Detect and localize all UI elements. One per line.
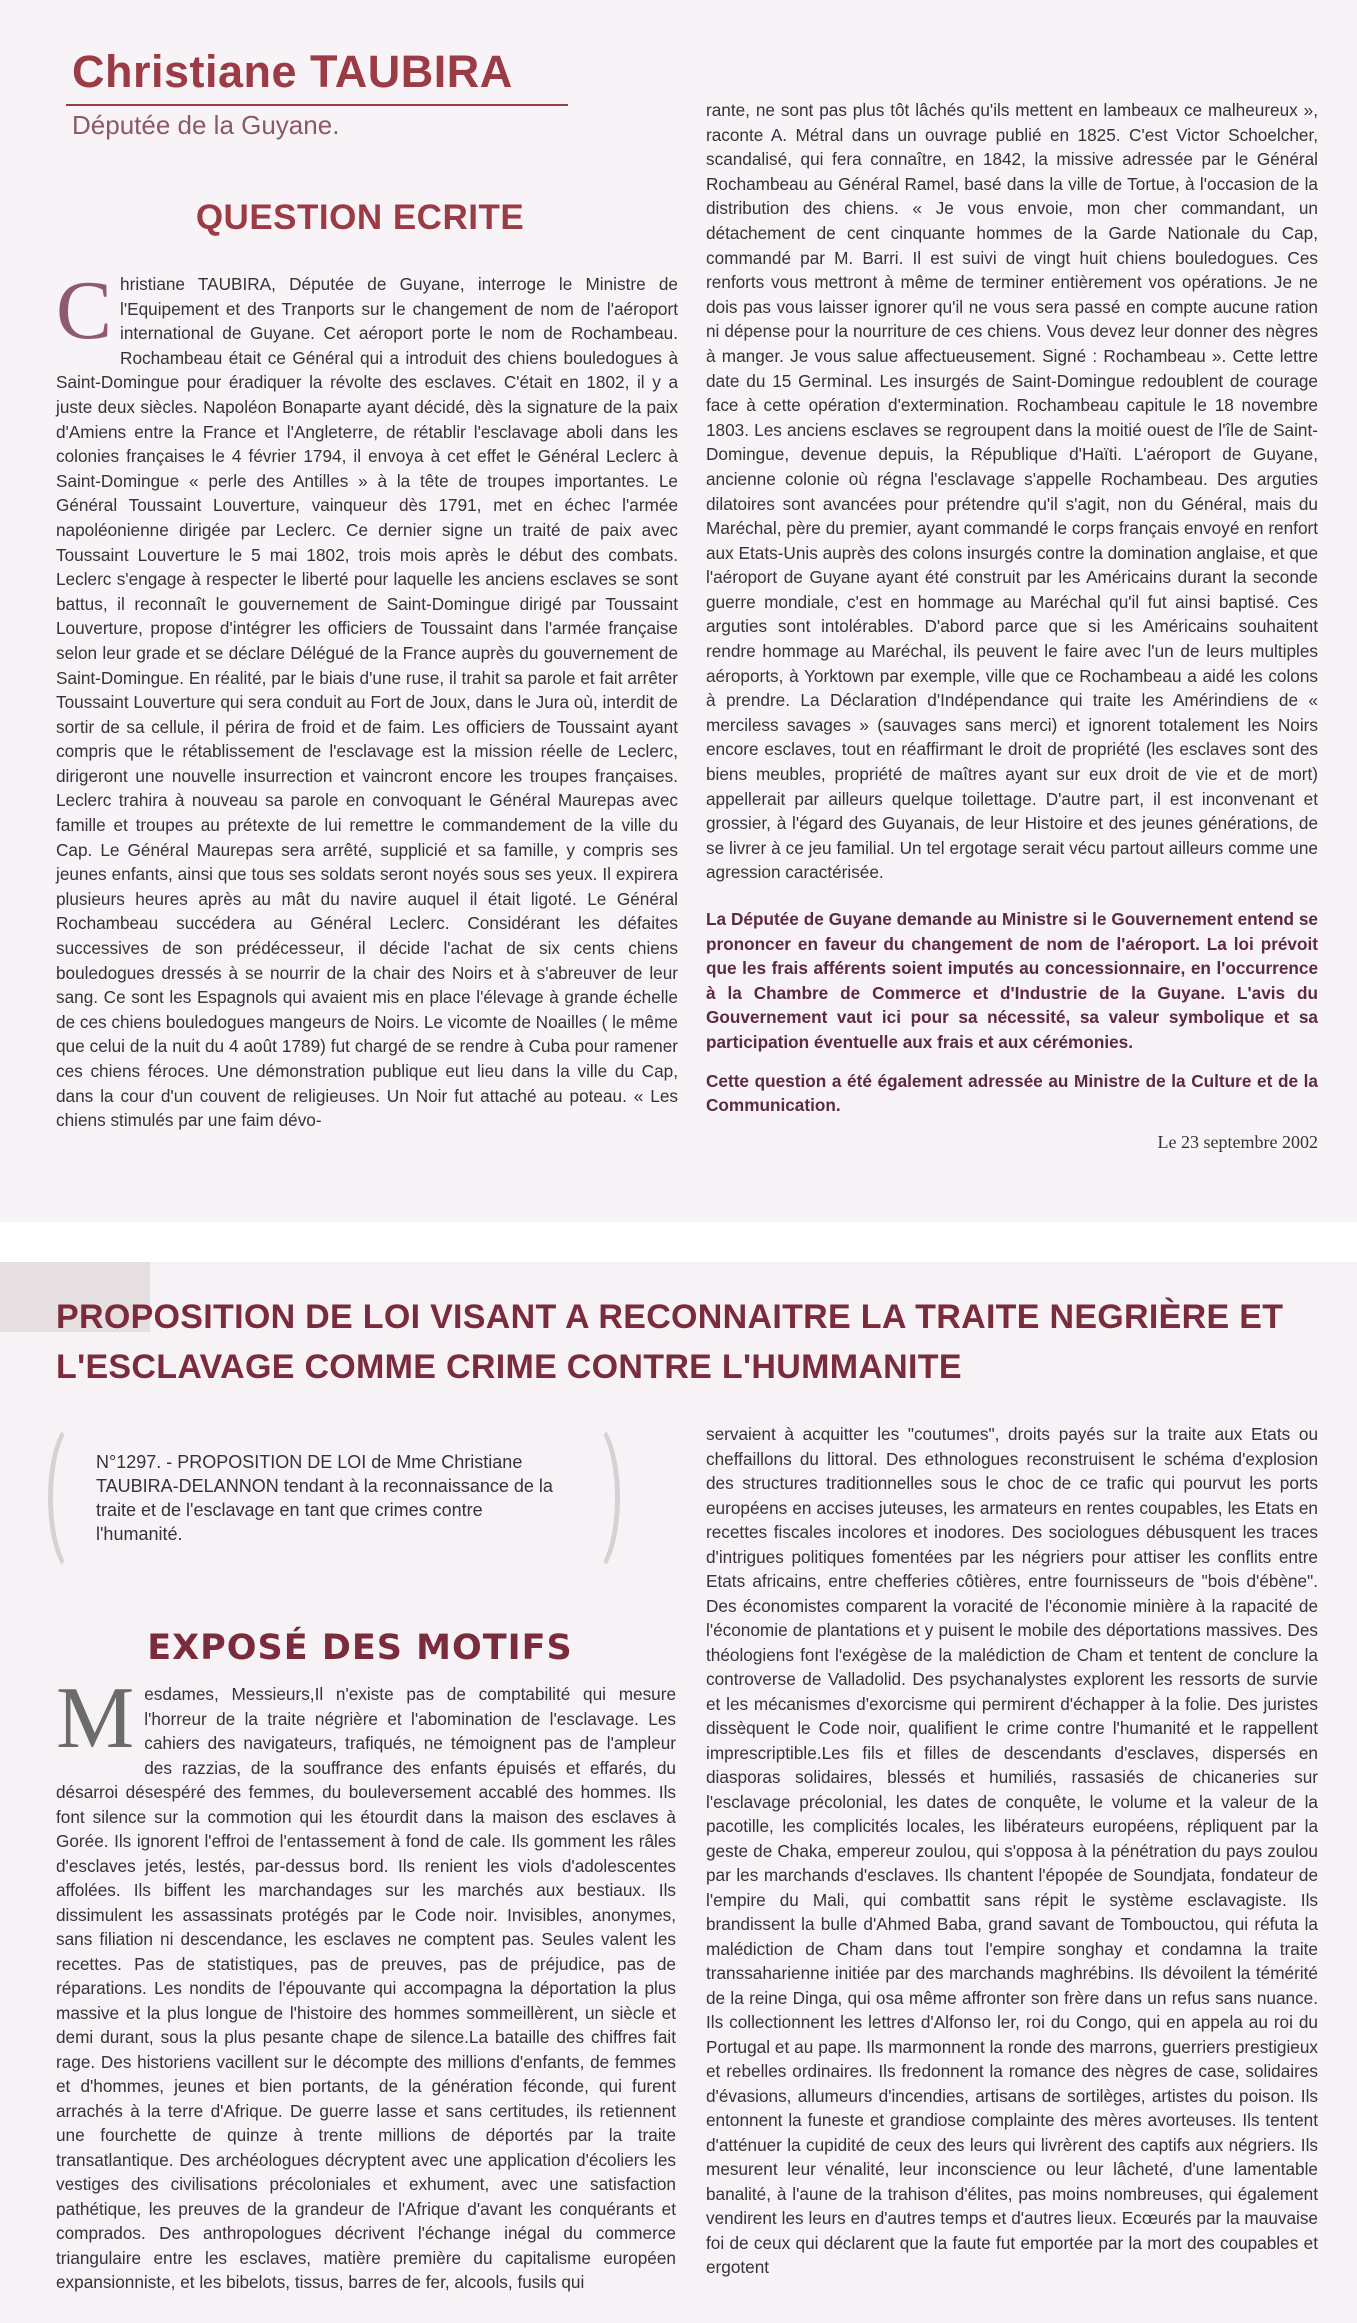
proposition-left-column (56, 1670, 676, 2295)
question-right-column (706, 98, 1318, 1154)
question-title: QUESTION ECRITE (195, 198, 525, 237)
proposition-left-text: esdames, Messieurs,Il n'existe pas de comptabilité qui mesure l'horreur de la traite négrière et l'abomination de l'esclavage. Les cahiers des navigateurs, trafiqués, ne témoignent pas de l'ampleur des razzias, de la souffrance des enfants épuisés et effarés, du désarroi désespéré des femmes, du bouleversement accablé des hommes. Ils font silence sur la commotion qui les étourdit dans la maison des esclaves à Gorée. Ils ignorent l'effroi de l'entassement à fond de cale. Ils gomment les râles d'esclaves jetés, lestés, par-dessus bord. Ils renient les viols d'adolescentes affolées. Ils biffent les marchandages sur les marchés aux bestiaux. Ils dissimulent les assassinats protégés par le Code noir. Invisibles, anonymes, sans filiation ni descendance, les esclaves ne comptent pas. Seules valent les recettes. Pas de statistiques, pas de preuves, pas de préjudice, pas de réparations. Les nondits de l'épouvante qui accompagna la déportation la plus massive et la plus longue de l'histoire des hommes sommeillèrent, un siècle et demi durant, sous la plus pesante chape de silence.La bataille des chiffres fait rage. Des historiens vacillent sur le décompte des millions d'enfants, de femmes et d'hommes, jeunes et bien portants, de la génération féconde, qui furent arrachés à la terre d'Afrique. De guerre lasse et sans certitudes, ils retiennent une fourchette de quinze à trente millions de déportés par la traite transatlantique. Des archéologues décryptent avec une application d'écoliers les vestiges des civilisations précoloniales et exhument, avec une satisfaction pathétique, les preuves de la grandeur de l'Afrique d'avant les conquérants et comprados. Des anthropologues décrivent l'échange inégal du commerce triangulaire entre les esclaves, matière première du capitalisme européen expansionniste, et les bibelots, tissus, barres de fer, alcools, fusils qui (56, 1684, 676, 2292)
proposition-title: PROPOSITION DE LOI VISANT A RECONNAITRE LA TRAITE NEGRIÈRE ET L'ESCLAVAGE COMME CRIME CONTRE L'HUMMANITE (56, 1298, 1284, 1386)
dropcap-m: M (56, 1670, 135, 1767)
also-addressed-paragraph: Cette question a été également adressée au Ministre de la Culture et de la Communication. (706, 1070, 1318, 1116)
bill-reference: N°1297. - PROPOSITION DE LOI de Mme Christiane TAUBIRA-DELANNON tendant à la reconnaissance de la traite et de l'esclavage en tant que crimes contre l'humanité. (96, 1452, 553, 1544)
expose-title: EXPOSÉ DES MOTIFS (147, 1628, 573, 1668)
proposition-right-paragraph: servaient à acquitter les "coutumes", droits payés sur la traite aux Etats ou cheffaillons du littoral. Des ethnologues reconstruisent le schéma d'explosion des structures traditionnelles sous le choc de ce trafic qui pourvut les ports européens en accises juteuses, les armateurs en rentes coupables, les Etats en recettes fiscales incolores et inodores. Des sociologues débusquent les traces d'intrigues politiques fomentées par les négriers pour attiser les conflits entre Etats africains, entre chefferies côtières, entre fournisseurs de "bois d'ébène". Des économistes comparent la voracité de l'économie minière à la rapacité de l'économie de plantations et y puisent le mobile des déportations massives. Des théologiens font l'exégèse de la malédiction de Cham et tentent de conclure la controverse de Valladolid. Des psychanalystes explorent les ressorts de survie et les mécanismes d'exorcisme qui permirent d'échapper à la folie. Des juristes dissèquent le Code noir, qualifient le crime contre l'humanité et le rappellent imprescriptible.Les fils et filles de descendants d'esclaves, dispersés en diasporas solidaires, blessés et humiliés, rassasiés de chicaneries sur l'esclavage précolonial, les dates de conquête, le volume et la valeur de la pacotille, les complicités locales, les libérateurs européens, répliquent par la geste de Chaka, empereur zoulou, qui s'opposa à la pénétration du pays zoulou par les marchands d'esclaves. Ils chantent l'épopée de Soundjata, fondateur de l'empire du Mali, qui combattit sans répit le système esclavagiste. Ils brandissent la bulle d'Ahmed Baba, grand savant de Tombouctou, qui réfuta la malédiction de Cham dans tout l'empire songhay et condamna la traite transsaharienne initiée par des marchands maghrébins. Ils dévoilent la témérité de la reine Dinga, qui osa même affronter son frère dans un refus sans nuance. Ils collectionnent les lettres d'Alfonso ler, roi du Congo, qui en appela au roi du Portugal et au pape. Ils marmonnent la ronde des marrons, guerriers prestigieux et rebelles ordinaires. Ils fredonnent la romance des nègres de case, solidaires d'évasions, allumeurs d'incendies, artisans de sortilèges, artistes du poison. Ils entonnent la funeste et grandiose complainte des mères avorteuses. Ils tentent d'atténuer la cupidité de ceux des leurs qui livrèrent des captifs aux négriers. Ils mesurent leur vénalité, leur inconscience ou leur lâcheté, d'une lamentable banalité, à l'aune de la trahison d'élites, pas moins nombreuses, qui également vendirent les leurs en d'autres temps et d'autres lieux. Ecœurés par la mauvaise foi de ceux qui déclarent que la faute fut emportée par la mort des coupables et ergotent (706, 1424, 1318, 2277)
author-name: Christiane TAUBIRA (72, 46, 513, 97)
question-right-paragraph: rante, ne sont pas plus tôt lâchés qu'ils mettent en lambeaux ce malheureux », raconte A. Métral dans un ouvrage publié en 1825. C'est Victor Schoelcher, scandalisé, qui fera connaître, en 1842, la missive adressée par le Général Rochambeau au Général Ramel, basé dans la ville de Tortue, à l'occasion de la distribution des chiens. « Je vous envoie, mon cher commandant, un détachement de cent cinquante hommes de la Garde Nationale du Cap, commandé par M. Barri. Il est suivi de vingt huit chiens bouledogues. Ces renforts vous mettront à même de terminer entièrement vos opérations. Je ne dois pas vous laisser ignorer qu'il ne vous sera passé en compte aucune ration ni dépense pour la nourriture de ces chiens. Vous devez leur donner des nègres à manger. Je vous salue affectueusement. Signé : Rochambeau ». Cette lettre date du 15 Germinal. Les insurgés de Saint-Domingue redoublent de courage face à cette opération d'extermination. Rochambeau capitule le 18 novembre 1803. Les anciens esclaves se regroupent dans la moitié ouest de l'île de Saint-Domingue, devenue depuis, la République d'Haïti. L'aéroport de Guyane, ancienne colonie où régna l'esclavage s'appelle Rochambeau. Des arguties dilatoires sont avancées pour prétendre qu'il s'agit, non du Général, mais du Maréchal, père du premier, ayant commandé le corps français envoyé en renfort aux Etats-Unis auprès des colons insurgés contre la domination anglaise, et que l'aéroport de Guyane ayant été construit par les Américains durant la seconde guerre mondiale, c'est en hommage au Maréchal qu'il fut ainsi baptisé. Ces arguties sont intolérables. D'abord parce que si les Américains souhaitent rendre hommage au Maréchal, ils peuvent le faire avec l'un de leurs multiples aéroports, à Yorktown par exemple, ville que ce Rochambeau a aidé les colons à prendre. La Déclaration d'Indépendance qui traite les Amérindiens de « merciless savages » (sauvages sans merci) et ignorent totalement les Noirs encore esclaves, tout en réaffirmant le droit de propriété (les esclaves sont des biens meubles, propriété de maîtres ayant sur eux droit de vie et de mort) appellerait par ailleurs quelque toilettage. D'autre part, il est inconvenant et grossier, à l'égard des Guyanais, de leur Histoire et des jeunes générations, de se livrer à ce jeu familial. Un tel ergotage serait vécu partout ailleurs comme une agression caractérisée. (706, 100, 1318, 883)
proposition-right-column (706, 1422, 1318, 2280)
question-left-text: hristiane TAUBIRA, Députée de Guyane, interroge le Ministre de l'Equipement et des Tranports sur le changement de nom de l'aéroport international de Guyane. Cet aéroport porte le nom de Rochambeau. Rochambeau était ce Général qui a introduit des chiens bouledogues à Saint-Domingue pour éradiquer la révolte des esclaves. C'était en 1802, il y a juste deux siècles. Napoléon Bonaparte ayant décidé, dès la signature de la paix d'Amiens entre la France et l'Angleterre, de rétablir l'esclavage aboli dans les colonies françaises le 4 février 1794, il envoya à cet effet le Général Leclerc à Saint-Domingue « perle des Antilles » à la tête de troupes importantes. Le Général Toussaint Louverture, vainqueur dès 1791, met en échec l'armée napoléonienne dirigée par Leclerc. Ce dernier signe un traité de paix avec Toussaint Louverture le 5 mai 1802, trois mois après le début des combats. Leclerc s'engage à respecter le liberté pour laquelle les anciens esclaves se sont battus, il reconnaît le gouvernement de Saint-Domingue dirigé par Toussaint Louverture, propose d'intégrer les officiers de Toussaint dans l'armée française selon leur grade et se déclare Délégué de la France auprès du gouvernement de Saint-Domingue. En réalité, par le biais d'une ruse, il trahit sa parole et fait arrêter Toussaint Louverture qui sera conduit au Fort de Joux, dans le Jura où, interdit de sortir de sa cellule, il périra de froid et de faim. Les officiers de Toussaint ayant compris que le rétablissement de l'esclavage est la mission réelle de Leclerc, dirigeront une nouvelle insurrection et vaincront encore les troupes françaises. Leclerc trahira à nouveau sa parole en convoquant le Général Maurepas avec famille et troupes au prétexte de lui remettre le commandement de la ville du Cap. Le Général Maurepas sera arrêté, supplicié et sa famille, y compris ses jeunes enfants, ainsi que tous ses soldats seront noyés sous ses yeux. Il expirera plusieurs heures après au mât du navire auquel il était ligoté. Le Général Rochambeau succédera au Général Leclerc. Considérant les défaites successives de son prédécesseur, il décide l'achat de six cents chiens bouledogues dressés à se nourrir de la chair des Noirs et à s'abreuver de leur sang. Ce sont les Espagnols qui avaient mis en place l'élevage à grande échelle de ces chiens bouledogues mangeurs de Noirs. Le vicomte de Noailles ( le même que celui de la nuit du 4 août 1789) fut chargé de se rendre à Cuba pour ramener ces chiens féroces. Une démonstration publique eut lieu dans la ville du Cap, dans la cour d'un couvent de religieuses. Un Noir fut attaché au poteau. « Les chiens stimulés par une faim dévo- (56, 274, 678, 1131)
request-paragraph: La Députée de Guyane demande au Ministre si le Gouvernement entend se prononcer en faveur du changement de nom de l'aéroport. La loi prévoit que les frais afférents soient imputés au concessionnaire, en l'occurrence à la Chambre de Commerce et d'Industrie de la Guyane. L'avis du Gouvernement vaut ici pour sa nécessité, sa valeur symbolique et sa participation éventuelle aux frais et aux cérémonies. (706, 909, 1318, 1052)
dropcap-c: C (56, 264, 113, 357)
question-left-column (56, 264, 678, 1133)
right-parenthesis-ornament (560, 1418, 620, 1578)
proposition-left-paragraph (56, 1670, 676, 2295)
question-date: Le 23 septembre 2002 (1157, 1131, 1318, 1152)
page-separator (0, 1222, 1357, 1262)
question-left-paragraph (56, 264, 678, 1133)
author-underline (66, 104, 568, 106)
author-role: Députée de la Guyane. (72, 110, 340, 140)
